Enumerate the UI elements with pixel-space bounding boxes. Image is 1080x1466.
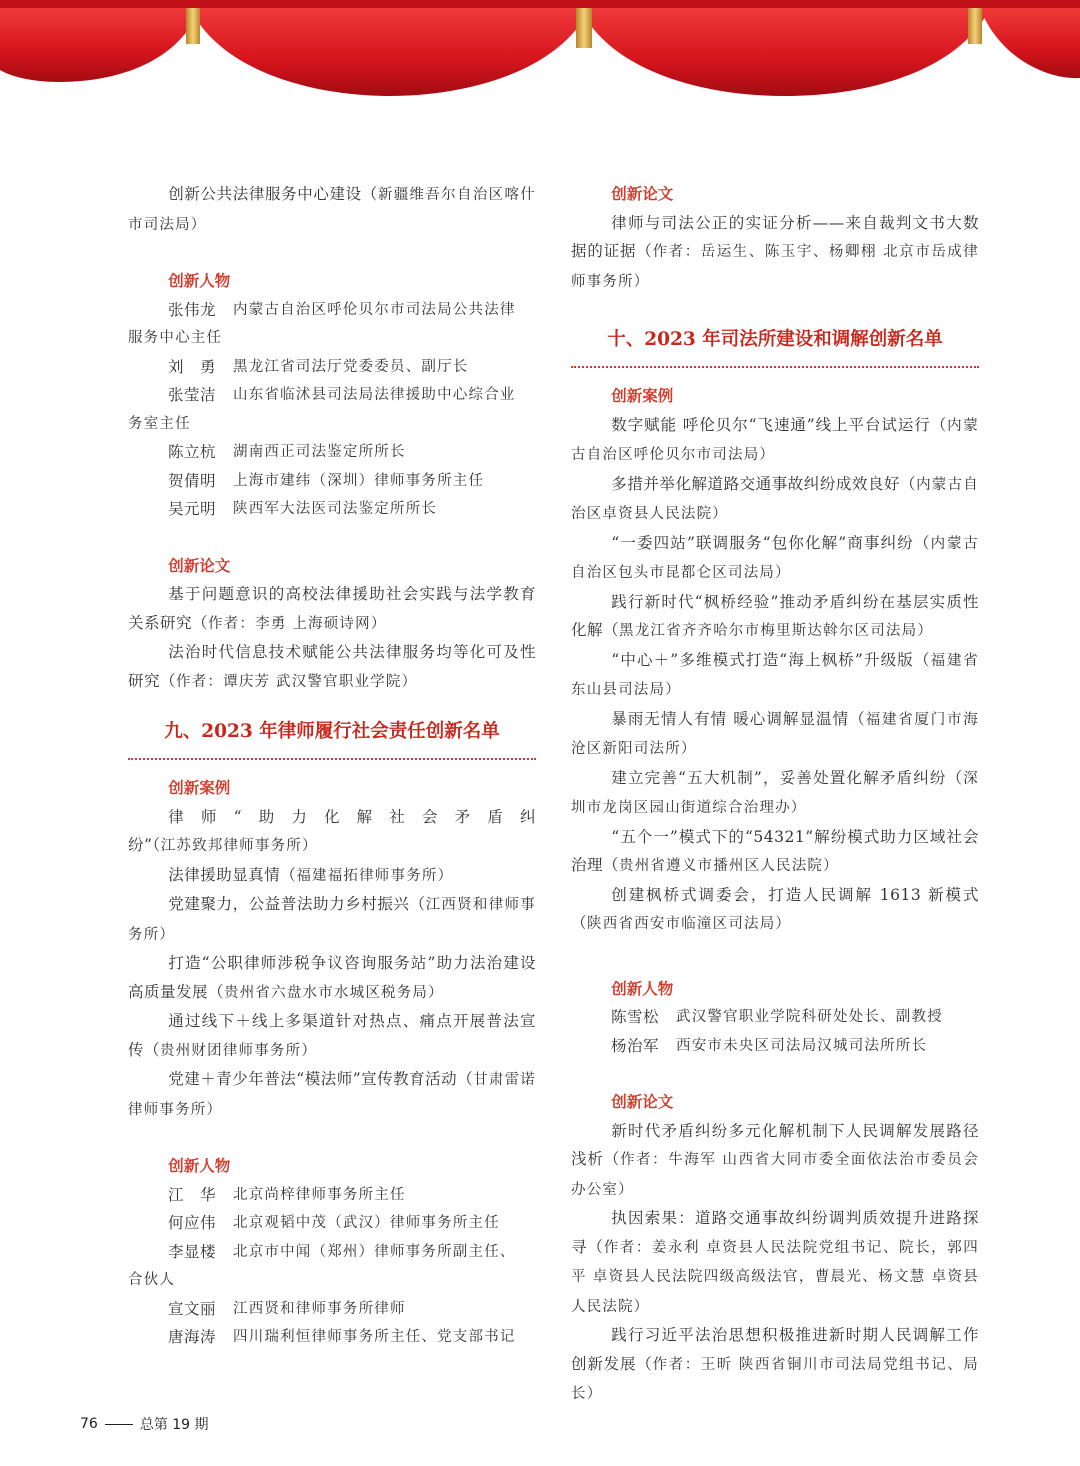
papers-heading-2: 创新论文: [611, 1093, 674, 1111]
paper-entry: 执因索果：道路交通事故纠纷调判质效提升进路探寻（作者：姜永利 卓资县人民法院党组书记、院长，郭四平 卓资县人民法院四级高级法官，曹晨光、杨文慧 卓资县人民法院）: [571, 1209, 979, 1315]
intro-paragraph: 创新公共法律服务中心建设（新疆维吾尔自治区喀什市司法局）: [128, 185, 536, 233]
person-entry: 张莹洁 山东省临沭县司法局法律援助中心综合业: [168, 386, 516, 404]
person-entry: 刘 勇 黑龙江省司法厅党委委员、副厅长: [168, 357, 469, 376]
person-entry: 宣文丽 江西贤和律师事务所律师: [168, 1299, 406, 1318]
person-entry: 江 华 北京尚梓律师事务所主任: [168, 1185, 406, 1204]
person-entry: 贺倩明 上海市建纬（深圳）律师事务所主任: [168, 471, 485, 490]
case-entry: “中心＋”多维模式打造“海上枫桥”升级版（福建省东山县司法局）: [571, 650, 979, 698]
issue-number: 总第 19 期: [139, 1417, 209, 1433]
case-entry: 数字赋能 呼伦贝尔“飞速通”线上平台试运行（内蒙古自治区呼伦贝尔市司法局）: [571, 415, 979, 463]
person-entry: 唐海涛 四川瑞利恒律师事务所主任、党支部书记: [168, 1328, 516, 1346]
case-entry: 多措并举化解道路交通事故纠纷成效良好（内蒙古自治区卓资县人民法院）: [571, 474, 979, 522]
person-entry: 杨治军 西安市未央区司法局汉城司法所所长: [611, 1036, 928, 1055]
case-entry: “五个一”模式下的“54321”解纷模式助力区域社会治理（贵州省遵义市播州区人民法院）: [571, 827, 979, 874]
paper-entry: 践行习近平法治思想积极推进新时期人民调解工作创新发展（作者：王昕 陕西省铜川市司法局党组书记、局长）: [571, 1326, 979, 1402]
case-entry: 创建枫桥式调委会，打造人民调解 1613 新模式（陕西省西安市临潼区司法局）: [571, 885, 979, 932]
case-entry: 法律援助显真情（福建福拓律师事务所）: [168, 865, 454, 884]
person-entry: 陈立杭 湖南西正司法鉴定所所长: [168, 443, 406, 461]
case-entry: “一委四站”联调服务“包你化解”商事纠纷（内蒙古自治区包头市昆都仑区司法局）: [571, 533, 979, 581]
cases-heading: 创新案例: [611, 387, 674, 405]
papers-heading: 创新论文: [611, 185, 674, 203]
right-column: [571, 180, 979, 1409]
cases-heading: 创新案例: [168, 779, 231, 797]
case-entry: 暴雨无情人有情 暖心调解显温情（福建省厦门市海沧区新阳司法所）: [571, 709, 979, 757]
case-entry: 党建聚力，公益普法助力乡村振兴（江西贤和律师事务所）: [128, 895, 536, 943]
case-entry: 打造“公职律师涉税争议咨询服务站”助力法治建设高质量发展（贵州省六盘水市水城区税务局）: [128, 954, 536, 1001]
papers-heading: 创新论文: [168, 556, 231, 575]
page-number: 76: [80, 1416, 98, 1432]
persons-list: 张伟龙 内蒙古自治区呼伦贝尔市司法局公共法律 服务中心主任 刘 勇 黑龙江省司法厅党委委员、副厅长 张莹洁 山东省临沭县司法局法律援助中心综合业 务室主任 陈立杭 湖南西正司法鉴定所所长 贺倩明 上海市建纬（深圳）律师事务所主任 吴元明 陕西军大法医司法鉴定所所长: [128, 296, 536, 524]
case-entry: 践行新时代“枫桥经验”推动矛盾纠纷在基层实质性化解（黑龙江省齐齐哈尔市梅里斯达斡尔区司法局）: [571, 592, 979, 639]
case-entry: 建立完善“五大机制”，妥善处置化解矛盾纠纷（深圳市龙岗区园山街道综合治理办）: [571, 768, 979, 816]
persons-heading-2: 创新人物: [168, 1157, 231, 1175]
persons-heading: 创新人物: [168, 272, 231, 290]
person-entry: 陈雪松 武汉警官职业学院科研处处长、副教授: [611, 1008, 943, 1026]
left-column: 创新公共法律服务中心建设（新疆维吾尔自治区喀什市司法局） 创新人物 张伟龙 内蒙古自治区呼伦贝尔市司法局公共法律 服务中心主任 刘 勇 黑龙江省司法厅党委委员、副厅长 张莹洁 山东省临沭县司法局法律援助中心综合业 务室主任 陈立杭 湖南西正司法鉴定所所长 贺倩明 上海市建纬（深圳）律师事务所主任 吴元明 陕西军大法医司法鉴定所所长 创新论文 基于问题意识的高校法律援助社会实践与法学教育关系研究（作者：李勇 上海硕诗网） 法治时代信息技术赋能公共法律服务均等化可及性研究（作者：谭庆芳 武汉警官职业学院） 九、2023 年律师履行社会责任创新名单 创新案例 律师“助力化解社会矛盾纠纷”（江苏致邦律师事务所） 法律援助显真情（福建福拓律师事务所） 党建聚力，公益普法助力乡村振兴（江西贤和律师事务所） 打造“公职律师涉税争议咨询服务站”助力法治建设高质量发展（贵州省六盘水市水城区税务局） 通过线下＋线上多渠道针对热点、痛点开展普法宣传（贵州财团律师事务所） 党建＋青少年普法“模法师”宣传教育活动（甘肃雷诺律师事务所） 创新人物 江 华 北京尚梓律师事务所主任 何应伟 北京观韬中茂（武汉）律师事务所主任 李显楼 北京市中闻（郑州）律师事务所副主任、 合伙人 宣文丽 江西贤和律师事务所律师 唐海涛 四川瑞利恒律师事务所主任、党支部书记: [128, 180, 536, 1352]
case-entry: 律师“助力化解社会矛盾纠纷”（江苏致邦律师事务所）: [128, 807, 536, 854]
person-entry: 何应伟 北京观韬中茂（武汉）律师事务所主任: [168, 1214, 500, 1232]
paper-entry: 基于问题意识的高校法律援助社会实践与法学教育关系研究（作者：李勇 上海硕诗网）: [128, 585, 536, 632]
person-entry: 李显楼 北京市中闻（郑州）律师事务所副主任、: [168, 1242, 516, 1261]
section-10-title: 十、2023 年司法所建设和调解创新名单: [571, 324, 979, 368]
person-entry: 张伟龙 内蒙古自治区呼伦贝尔市司法局公共法律: [168, 300, 516, 319]
paper-entry: 新时代矛盾纠纷多元化解机制下人民调解发展路径浅析（作者：牛海军 山西省大同市委全面依法治市委员会办公室）: [571, 1121, 979, 1198]
persons-heading: 创新人物: [611, 979, 674, 998]
section-9-title: 九、2023 年律师履行社会责任创新名单: [128, 716, 536, 760]
page-footer: [80, 1414, 209, 1434]
footer-divider: [105, 1424, 133, 1425]
case-entry: 通过线下＋线上多渠道针对热点、痛点开展普法宣传（贵州财团律师事务所）: [128, 1012, 536, 1059]
paper-entry: 律师与司法公正的实证分析——来自裁判文书大数据的证据（作者：岳运生、陈玉宇、杨卿栩 北京市岳成律师事务所）: [571, 213, 979, 290]
case-entry: 党建＋青少年普法“模法师”宣传教育活动（甘肃雷诺律师事务所）: [128, 1070, 536, 1118]
curtain-decoration: [0, 0, 1080, 110]
person-entry: 吴元明 陕西军大法医司法鉴定所所长: [168, 500, 438, 518]
paper-entry: 法治时代信息技术赋能公共法律服务均等化可及性研究（作者：谭庆芳 武汉警官职业学院）: [128, 643, 536, 690]
